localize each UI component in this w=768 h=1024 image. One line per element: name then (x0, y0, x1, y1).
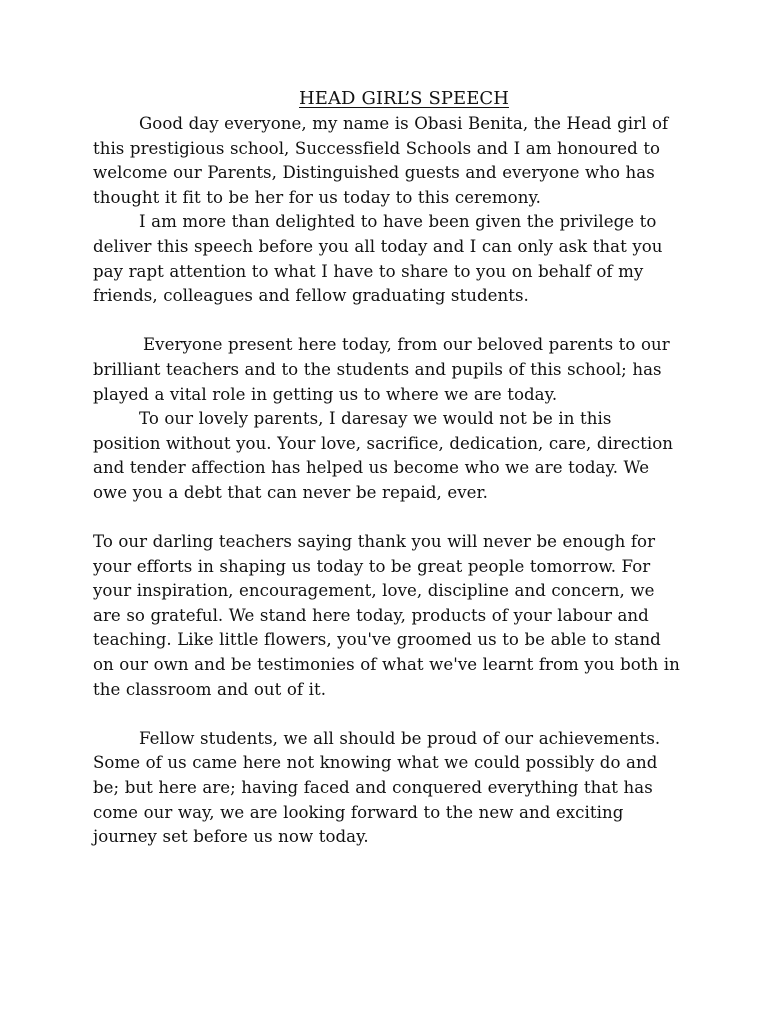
paragraph-privilege: I am more than delighted to have been given the privilege to deliver this speech before you all today and I can only ask that you pay rapt attention to what I have to share to you on behalf of my friends, colleagues and fellow graduating students. (93, 212, 663, 306)
paragraph-parents: To our lovely parents, I daresay we would not be in this position without you. Your love, sacrifice, dedication, care, direction and tender affection has helped us become who we are today. We owe you a debt that can never be repaid, ever. (93, 409, 673, 502)
speech-body (93, 86, 683, 850)
paragraph-spacer (93, 309, 683, 334)
paragraph-teachers: To our darling teachers saying thank you will never be enough for your efforts in shaping us today to be great people tomorrow. For your inspiration, encouragement, love, discipline and concern, we are so grateful. We stand here today, products of your labour and teaching. Like little flowers, you've groomed us to be able to stand on our own and be testimonies of what we've learnt from you both in the classroom and out of it. (93, 532, 680, 699)
paragraph-spacer (93, 702, 683, 727)
paragraph-greeting: Good day everyone, my name is Obasi Benita, the Head girl of this prestigious school, Successfield Schools and I am honoured to welcome our Parents, Distinguished guests and everyone who has thought it fit to be her for us today to this ceremony. (93, 114, 669, 207)
paragraph-spacer (93, 506, 683, 531)
paragraph-everyone-present: Everyone present here today, from our beloved parents to our brilliant teachers and to the students and pupils of this school; has played a vital role in getting us to where we are today. (93, 335, 670, 404)
speech-title: HEAD GIRL’S SPEECH (299, 88, 509, 109)
paragraph-students: Fellow students, we all should be proud of our achievements. Some of us came here not knowing what we could possibly do and be; but here are; having faced and conquered everything that has come our way, we are looking forward to the new and exciting journey set before us now today. (93, 728, 661, 847)
